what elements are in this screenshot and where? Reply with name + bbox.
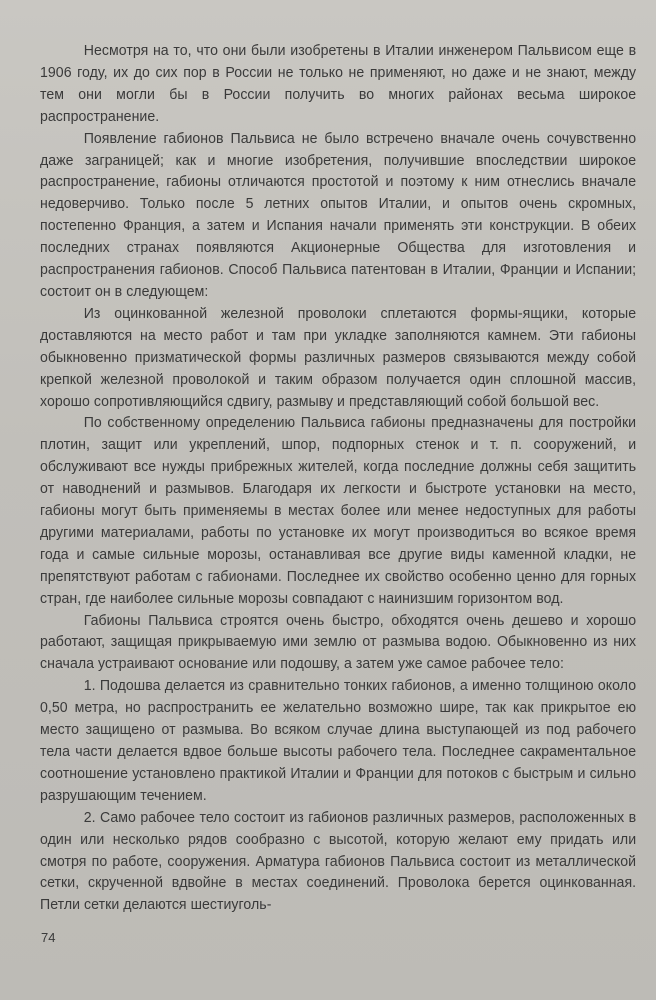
paragraph-construction-method: Из оцинкованной железной проволоки сплетаются формы-ящики, которые доставляются на место работ и там при укладке заполняются камнем. Эти габионы обыкновенно призматической формы различных размеров связываются между собой крепкой железной проволокой и таким образом получается один сплошной массив, хорошо сопротивляющийся сдвигу, размыву и представляющий собой большой вес.: [40, 304, 637, 410]
paragraph-item-2-body: 2. Само рабочее тело состоит из габионов различных размеров, расположенных в один или несколько рядов сообразно с высотой, которую желают ему придать или смотря по работе, сооружения. Арматура габионов Пальвиса состоит из металлической сетки, скрученной вдвойне в местах соединений. Проволока берется оцинкованная. Петли сетки делаются шестиуголь-: [40, 808, 637, 914]
page-body: [40, 40, 636, 916]
paragraph-adoption-history: Появление габионов Пальвиса не было встречено вначале очень сочувственно даже заграницей; как и многие изобретения, получившие впоследствии широкое распространение, габионы отличаются простотой и поэтому к ним отнеслись вначале недоверчиво. Только после 5 летних опытов Италии, и опытов очень скромных, постепенно Франция, а затем и Испания начали применять эти конструкции. В обеих последних странах появляются Акционерные Общества для изготовления и распространения габионов. Способ Пальвиса патентован в Италии, Франции и Испании; состоит он в следующем:: [40, 129, 637, 300]
paragraph-advantages: Габионы Пальвиса строятся очень быстро, обходятся очень дешево и хорошо работают, защищая прикрываемую ими землю от размыва водою. Обыкновенно из них сначала устраивают основание или подошву, а затем уже самое рабочее тело:: [40, 611, 637, 673]
paragraph-item-1-base: 1. Подошва делается из сравнительно тонких габионов, а именно толщиною около 0,50 метра, но распространить ее желательно возможно шире, так как прикрытое ею место защищено от размыва. Во всяком случае длина выступающей из под рабочего тела части делается вдвое больше высоты рабочего тела. Последнее сакраментальное соотношение установлено практикой Италии и Франции для потоков с быстрым и сильно разрушающим течением.: [40, 677, 637, 804]
paragraph-intro: Несмотря на то, что они были изобретены в Италии инженером Пальвисом еще в 1906 году, их до сих пор в России не только не применяют, но даже и не знают, между тем они могли бы в России получить во многих районах весьма широкое распространение.: [40, 42, 637, 125]
paragraph-purpose: По собственному определению Пальвиса габионы предназначены для постройки плотин, защит или укреплений, шпор, подпорных стенок и т. п. сооружений, и обслуживают все нужды прибрежных жителей, когда последние должны себя защитить от наводнений и размывов. Благодаря их легкости и быстроте установки на место, габионы могут быть применяемы в местах более или менее недоступных для работы другими материалами, работы по установке их могут производиться во всякое время года и самые сильные морозы, останавливая все другие виды каменной кладки, не препятствуют работам с габионами. Последнее их свойство особенно ценно для горных стран, где наиболее сильные морозы совпадают с наинизшим горизонтом вод.: [40, 414, 637, 607]
page-number: 74: [41, 930, 56, 945]
